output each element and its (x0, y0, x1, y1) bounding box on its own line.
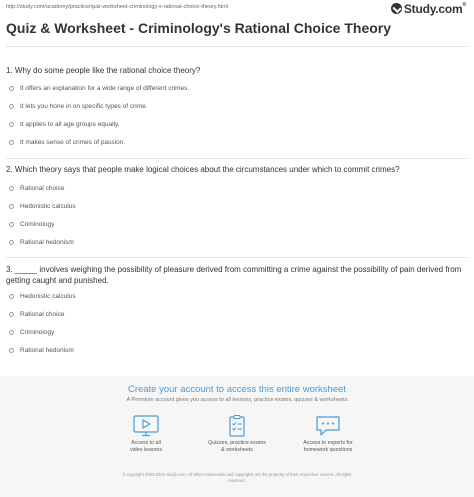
radio-button[interactable] (9, 312, 14, 317)
radio-button[interactable] (9, 104, 14, 109)
question-1 (6, 65, 468, 151)
cta-subtitle: A Premium account gives you access to all lessons, practice exams, quizzes & worksheets (126, 397, 348, 403)
page-title: Quiz & Worksheet - Criminology's Rational Choice Theory (6, 20, 392, 36)
answer-list (6, 79, 468, 151)
answer-option[interactable]: It offers an explanation for a wide range of different crimes. (6, 79, 468, 97)
radio-button[interactable] (9, 348, 14, 353)
question-text: 2. Which theory says that people make logical choices about the circumstances under which to commit crimes? (6, 165, 400, 174)
copyright-footer: © copyright 2003-2020 Study.com. All other trademarks and copyrights are the property of their respective owners. All rights reserved. (122, 472, 352, 483)
radio-button[interactable] (9, 186, 14, 191)
answer-option[interactable]: It makes sense of crimes of passion. (6, 133, 468, 151)
feature-label: Access to experts for homework questions (303, 440, 353, 453)
radio-button[interactable] (9, 330, 14, 335)
logo-text: Study.com® (403, 1, 466, 16)
answer-option[interactable]: Criminology (6, 323, 468, 341)
study-logo[interactable] (391, 2, 466, 15)
cta-title[interactable]: Create your account to access this entire worksheet (127, 384, 347, 395)
checkmark-logo-icon (391, 3, 402, 14)
answer-option[interactable]: Hedonistic calculus (6, 197, 468, 215)
radio-button[interactable] (9, 222, 14, 227)
radio-button[interactable] (9, 122, 14, 127)
answer-option[interactable]: Rational choice (6, 305, 468, 323)
feature-label: Access to all video lessons (129, 440, 163, 453)
radio-button[interactable] (9, 240, 14, 245)
top-bar (0, 0, 474, 16)
answer-option[interactable]: Rational hedonism (6, 341, 468, 359)
quiz-clipboard-icon (223, 415, 251, 437)
answer-option[interactable]: Hedonistic calculus (6, 287, 468, 305)
question-2 (6, 164, 468, 251)
answer-option[interactable]: Rational choice (6, 179, 468, 197)
answer-option[interactable]: Rational hedonism (6, 233, 468, 251)
answer-option[interactable]: It lets you hone in on specific types of crime. (6, 97, 468, 115)
question-divider (6, 158, 468, 159)
page-url: http://study.com/academy/practice/quiz-worksheet-criminology-s-rational-choice-theory.html (6, 4, 229, 10)
answer-option[interactable]: It applies to all age groups equally. (6, 115, 468, 133)
feature-experts (283, 415, 373, 454)
radio-button[interactable] (9, 204, 14, 209)
feature-label: Quizzes, practice exams & worksheets (208, 440, 266, 453)
question-divider (6, 257, 468, 258)
radio-button[interactable] (9, 294, 14, 299)
answer-list (6, 179, 468, 251)
title-divider (6, 46, 468, 47)
radio-button[interactable] (9, 86, 14, 91)
question-text: 1. Why do some people like the rational choice theory? (6, 66, 201, 75)
question-text: 3. _____ involves weighing the possibility of pleasure derived from committing a crime against the possibility of pain derived from getting caught and punished. (6, 265, 462, 285)
chat-bubble-icon (314, 415, 342, 437)
radio-button[interactable] (9, 140, 14, 145)
question-3 (6, 264, 468, 359)
video-monitor-icon (132, 415, 160, 437)
answer-option[interactable]: Criminology (6, 215, 468, 233)
feature-video-lessons (101, 415, 191, 454)
answer-list (6, 287, 468, 359)
feature-quizzes (192, 415, 282, 454)
